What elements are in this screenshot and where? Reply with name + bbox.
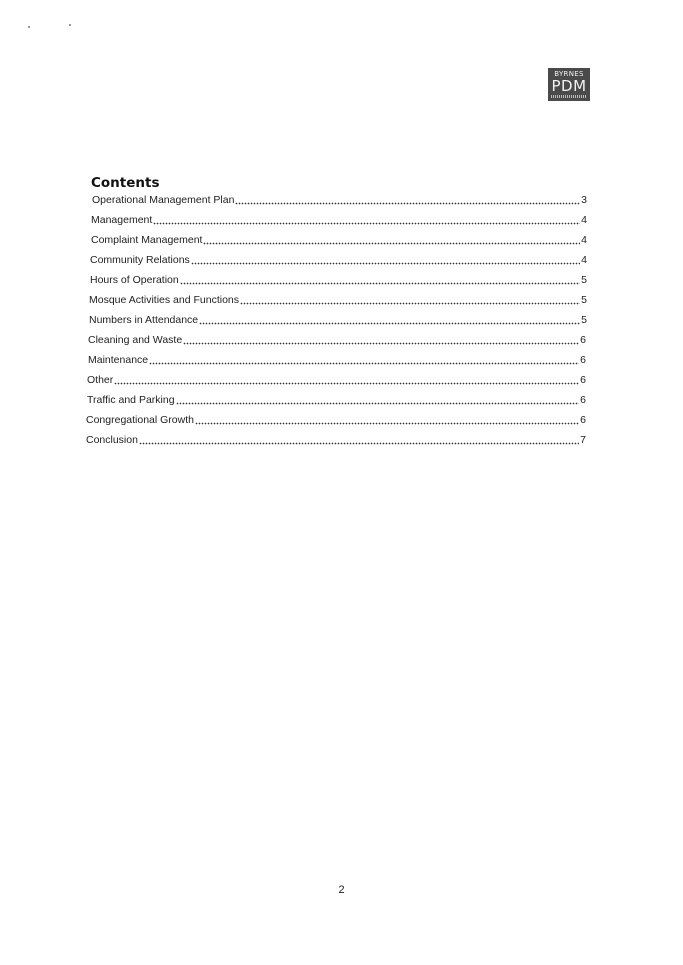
toc-entry[interactable] xyxy=(88,353,586,368)
toc-leader-dots xyxy=(180,281,580,285)
toc-entry[interactable] xyxy=(88,333,586,348)
toc-entry-page: 6 xyxy=(580,334,586,346)
toc-entry-label: Cleaning and Waste xyxy=(88,334,183,346)
toc-entry-page: 4 xyxy=(581,234,587,246)
toc-leader-dots xyxy=(153,221,580,225)
toc-entry-label: Management xyxy=(91,214,153,226)
toc-leader-dots xyxy=(203,241,580,245)
toc-entry-label: Other xyxy=(87,374,114,386)
toc-entry[interactable] xyxy=(91,233,587,248)
logo-top-text: BYRNES xyxy=(554,70,584,78)
toc-entry-label: Numbers in Attendance xyxy=(89,314,199,326)
toc-entry[interactable] xyxy=(87,373,586,388)
toc-entry[interactable] xyxy=(91,213,587,228)
toc-leader-dots xyxy=(195,421,579,425)
toc-leader-dots xyxy=(183,341,579,345)
toc-entry[interactable] xyxy=(86,433,586,448)
toc-title: Contents xyxy=(91,175,160,191)
toc-leader-dots xyxy=(176,401,580,405)
scan-mark xyxy=(69,24,71,26)
toc-leader-dots xyxy=(114,381,579,385)
toc-leader-dots xyxy=(235,201,580,205)
toc-entry-label: Maintenance xyxy=(88,354,149,366)
toc-leader-dots xyxy=(240,301,580,305)
scan-mark xyxy=(28,26,30,28)
toc-entry-label: Operational Management Plan xyxy=(92,194,235,206)
toc-entry-page: 6 xyxy=(580,374,586,386)
page-number: 2 xyxy=(338,884,345,896)
toc-leader-dots xyxy=(199,321,580,325)
toc-entry[interactable] xyxy=(89,313,587,328)
toc-entry[interactable] xyxy=(90,273,587,288)
toc-entry[interactable] xyxy=(87,393,586,408)
toc-leader-dots xyxy=(139,441,579,445)
toc-entry-page: 4 xyxy=(581,214,587,226)
toc-entry-page: 7 xyxy=(580,434,586,446)
toc-leader-dots xyxy=(191,261,580,265)
toc-entry-label: Traffic and Parking xyxy=(87,394,175,406)
logo-main-text: PDM xyxy=(551,77,587,95)
toc-entry-page: 6 xyxy=(580,394,586,406)
toc-entry-page: 5 xyxy=(581,314,587,326)
toc-entry-label: Hours of Operation xyxy=(90,274,179,286)
toc-entry-page: 6 xyxy=(580,354,586,366)
toc-entry-label: Community Relations xyxy=(90,254,190,266)
toc-entry-label: Congregational Growth xyxy=(86,414,194,426)
toc-leader-dots xyxy=(149,361,579,365)
toc-entry-label: Conclusion xyxy=(86,434,138,446)
toc-entry-page: 5 xyxy=(581,294,587,306)
toc-entry-page: 4 xyxy=(581,254,587,266)
company-logo xyxy=(548,68,590,101)
toc-entry-page: 6 xyxy=(580,414,586,426)
toc-entry-page: 5 xyxy=(581,274,587,286)
toc-entry[interactable] xyxy=(86,413,586,428)
logo-tagline-strip xyxy=(551,95,587,98)
toc-entry[interactable] xyxy=(89,293,587,308)
toc-entry-page: 3 xyxy=(581,194,587,206)
toc-entry-label: Complaint Management xyxy=(91,234,203,246)
toc-entry[interactable] xyxy=(92,193,587,208)
toc-entry[interactable] xyxy=(90,253,587,268)
toc-entry-label: Mosque Activities and Functions xyxy=(89,294,239,306)
